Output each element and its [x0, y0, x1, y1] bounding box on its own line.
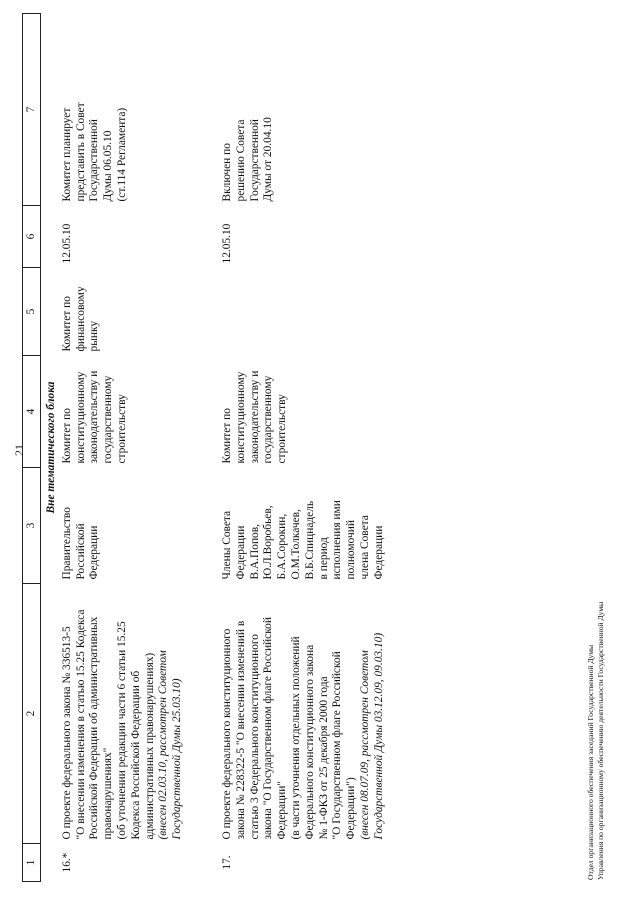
initiator-cell: [221, 468, 387, 584]
text-line: строительству: [115, 394, 128, 464]
text-line: государственному: [262, 375, 275, 464]
text-line: конституционному: [74, 371, 87, 464]
text-line: представить в Совет: [74, 102, 87, 202]
text-line: (ст.114 Регламента): [115, 107, 128, 202]
column-header: 5: [23, 268, 41, 356]
text-line: В.А.Попов,: [248, 524, 261, 580]
text-line: Ю.Л.Воробьев,: [262, 505, 275, 580]
co-executor-cell: [221, 268, 387, 356]
text-line: (в части уточнения отдельных положений: [289, 636, 302, 840]
text-line: Комитет планирует: [60, 107, 73, 202]
text-line: Кодекса Российской Федерации об: [129, 670, 142, 840]
text-line: решению Совета: [234, 119, 247, 202]
note-cell: [61, 14, 185, 206]
responsible-committee-cell: [61, 356, 185, 468]
text-line: Федерации: [372, 525, 385, 580]
text-line: правонарушениях": [102, 747, 115, 840]
text-line: административных правонарушениях): [143, 652, 156, 840]
column-header: 2: [23, 584, 41, 844]
text-line: В.Б.Спицнадель: [303, 500, 316, 580]
text-line: законодательству и: [88, 370, 101, 464]
text-line: Включен по: [220, 143, 233, 202]
text-line: полномочий: [345, 520, 358, 580]
text-line: Правительство: [60, 507, 73, 580]
text-line: "О внесении изменения в статью 15.25 Кодекса: [74, 609, 87, 840]
text-line: рынку: [88, 320, 101, 352]
text-line: Государственной Думы 25.03.10): [171, 678, 184, 840]
text-line: № 1-ФКЗ от 25 декабря 2000 года: [317, 676, 330, 840]
text-line: (внесен 02.03.10, рассмотрен Советом: [157, 650, 170, 840]
note-cell: [221, 14, 387, 206]
section-title: Вне тематического блока: [45, 381, 57, 514]
text-line: Комитет по: [60, 296, 73, 352]
text-line: строительству: [276, 394, 289, 464]
text-line: Государственной: [88, 119, 101, 202]
text-line: (внесен 08.07.09, рассмотрен Советом: [358, 650, 371, 840]
page-number: 21: [12, 444, 26, 456]
column-number-row: [23, 14, 41, 882]
text-line: государственному: [102, 375, 115, 464]
co-executor-cell: [61, 268, 185, 356]
text-line: Думы 06.05.10: [102, 130, 115, 202]
row-number: 16.*: [60, 852, 73, 873]
text-line: Федерации"): [345, 777, 358, 840]
responsible-committee-cell: [221, 356, 387, 468]
initiator-cell: [61, 468, 185, 584]
text-line: Федерального конституционного закона: [303, 644, 316, 840]
text-line: финансовому: [74, 286, 87, 352]
text-line: статью 3 Федерального конституционного: [248, 634, 261, 840]
footer-line: Управления по организационному обеспечению деятельности Государственной Думы: [596, 601, 605, 880]
text-line: Федерации: [234, 525, 247, 580]
text-line: Комитет по: [60, 408, 73, 464]
text-line: Российской: [74, 523, 87, 580]
text-line: О проекте федерального конституционного: [220, 628, 233, 840]
bills-table: [22, 13, 387, 882]
row-number: 17.: [220, 855, 233, 870]
text-line: (об уточнении редакции части 6 статьи 15.25: [115, 621, 128, 840]
text-line: "О Государственном флаге Российской: [331, 651, 344, 840]
column-header: 7: [23, 14, 41, 206]
text-line: исполнения ими: [331, 500, 344, 580]
column-header: 4: [23, 356, 41, 468]
text-line: закона № 228322-5 "О внесении изменений в: [234, 620, 247, 840]
column-header: 3: [23, 468, 41, 584]
footer-line: Отдел организационного обеспечения заседаний Государственной Думы: [586, 644, 595, 880]
text-line: члена Совета: [358, 515, 371, 580]
date-cell: 12.05.10: [220, 223, 233, 264]
text-line: Государственной Думы 03.12.09, 09.03.10): [372, 632, 385, 840]
text-line: в период: [317, 537, 330, 580]
text-line: Члены Совета: [220, 510, 233, 580]
text-line: Федерации": [276, 781, 289, 840]
text-line: конституционному: [234, 371, 247, 464]
column-header: 1: [23, 844, 41, 882]
table-row: [221, 14, 387, 882]
text-line: Федерации: [88, 525, 101, 580]
bill-title-cell: [221, 584, 387, 844]
bill-title-cell: [61, 584, 185, 844]
text-line: О проекте федерального закона № 336513-5: [60, 626, 73, 840]
column-header: 6: [23, 206, 41, 268]
text-line: Б.А.Сорокин,: [276, 513, 289, 580]
text-line: законодательству и: [248, 370, 261, 464]
text-line: Российской Федерации об административных: [88, 616, 101, 840]
table-row: [61, 14, 185, 882]
text-line: закона "О Государственном флаге Российской: [262, 617, 275, 840]
text-line: О.М.Толкачев,: [289, 509, 302, 580]
date-cell: 12.05.10: [60, 223, 73, 264]
text-line: Комитет по: [220, 408, 233, 464]
text-line: Государственной: [248, 119, 261, 202]
text-line: Думы от 20.04.10: [262, 117, 275, 202]
